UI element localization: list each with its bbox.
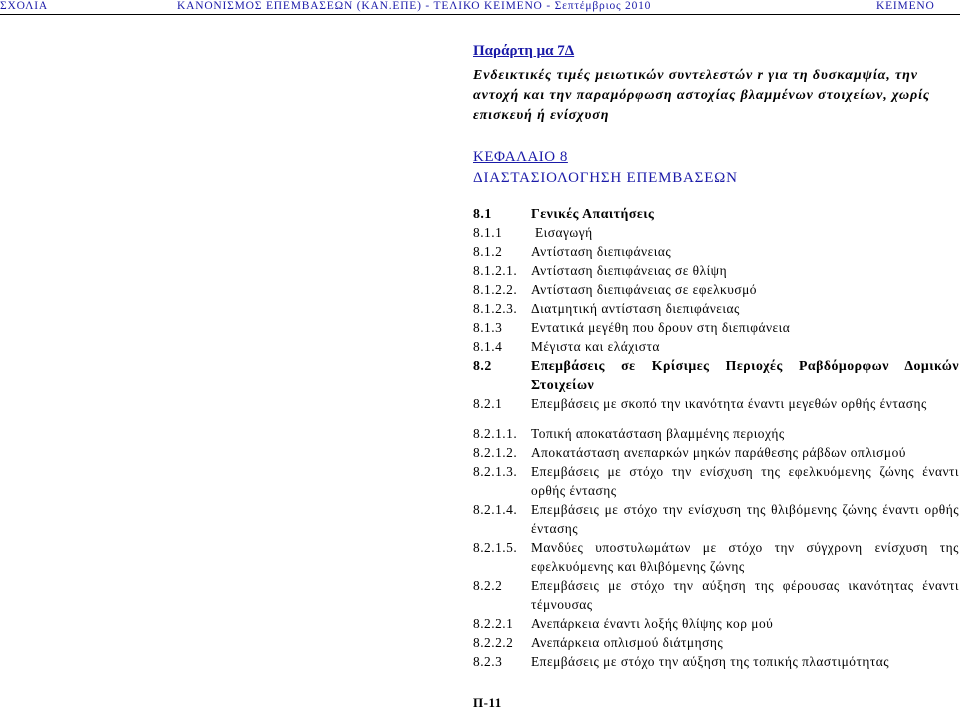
toc-item-8-2-2 [473, 576, 959, 614]
page-number: Π-11 [473, 695, 502, 710]
running-header [0, 0, 960, 12]
toc-item-8-1-2 [473, 242, 959, 261]
toc-label: Επεμβάσεις με στόχο την αύξηση της φέρουσας ικανότητας έναντι τέμνουσας [531, 578, 959, 612]
toc-item-8-2-1-2 [473, 443, 959, 462]
toc-item-8-2-1 [473, 394, 959, 413]
toc-number: 8.2.2.2 [473, 635, 514, 650]
toc-item-8-1-1 [473, 223, 959, 242]
appendix-title: Παράρτη μα 7Δ [473, 43, 575, 59]
toc-number: 8.1.3 [473, 320, 503, 335]
toc-label: Επεμβάσεις με στόχο την ενίσχυση της εφελκυόμενης ζώνης έναντι ορθής έντασης [531, 464, 959, 498]
toc-number: 8.1.2.2. [473, 282, 518, 297]
toc-item-8-2 [473, 356, 959, 394]
toc-number: 8.1.2 [473, 244, 503, 259]
toc-number: 8.2.2 [473, 578, 503, 593]
toc-label: Αντίσταση διεπιφάνειας σε εφελκυσμό [531, 282, 757, 297]
toc-label: Αντίσταση διεπιφάνειας [531, 244, 672, 259]
toc-number: 8.1 [473, 206, 492, 221]
header-left-label: ΣΧΟΛΙΑ [0, 0, 49, 12]
toc-label: Αντίσταση διεπιφάνειας σε θλίψη [531, 263, 728, 278]
toc-item-8-2-2-2 [473, 633, 959, 652]
toc-label: Εισαγωγή [535, 225, 593, 240]
toc-item-8-2-3 [473, 652, 959, 671]
toc-number: 8.2.2.1 [473, 616, 514, 631]
toc-label: Επεμβάσεις με σκοπό την ικανότητα έναντι μεγεθών ορθής έντασης [531, 396, 927, 411]
header-right-label: ΚΕΙΜΕΝΟ [876, 0, 935, 12]
toc-item-8-2-1-5 [473, 538, 959, 576]
toc-item-8-2-2-1 [473, 614, 959, 633]
toc-item-8-2-1-1 [473, 424, 959, 443]
toc-item-8-1-2-2 [473, 280, 959, 299]
toc-label: Αποκατάσταση ανεπαρκών μηκών παράθεσης ράβδων οπλισμού [531, 445, 906, 460]
toc-item-8-1-2-1 [473, 261, 959, 280]
appendix-subtitle: Ενδεικτικές τιμές μειωτικών συντελεστών r για τη δυσκαμψία, την αντοχή και την παραμόρφωση αστοχίας βλαμμένων στοιχείων, χωρίς επισκευή ή ενίσχυση [473, 68, 931, 123]
toc-number: 8.2.3 [473, 654, 503, 669]
toc-number: 8.1.1 [473, 225, 503, 240]
toc-number: 8.2.1.5. [473, 540, 518, 555]
toc-number: 8.1.4 [473, 339, 503, 354]
toc-number: 8.2 [473, 358, 492, 373]
toc-item-8-2-1-4 [473, 500, 959, 538]
table-of-contents [473, 204, 959, 671]
spacer [473, 413, 959, 424]
toc-item-8-1 [473, 204, 959, 223]
chapter-title: ΚΕΦΑΛΑΙΟ 8 [473, 149, 568, 165]
toc-number: 8.1.2.3. [473, 301, 518, 316]
toc-item-8-1-3 [473, 318, 959, 337]
toc-label: Ανεπάρκεια οπλισμού διάτμησης [531, 635, 724, 650]
toc-label: Μανδύες υποστυλωμάτων με στόχο την σύγχρονη ενίσχυση της εφελκυόμενης και θλιβόμενης ζώνης [531, 540, 959, 574]
toc-label: Επεμβάσεις με στόχο την αύξηση της τοπικής πλαστιμότητας [531, 654, 890, 669]
toc-label: Ανεπάρκεια έναντι λοξής θλίψης κορ μού [531, 616, 774, 631]
toc-item-8-2-1-3 [473, 462, 959, 500]
toc-number: 8.1.2.1. [473, 263, 518, 278]
toc-item-8-1-4 [473, 337, 959, 356]
chapter-name: ΔΙΑΣΤΑΣΙΟΛΟΓΗΣΗ ΕΠΕΜΒΑΣΕΩΝ [473, 170, 738, 186]
toc-label: Επεμβάσεις σε Κρίσιμες Περιοχές Ραβδόμορφων Δομικών Στοιχείων [531, 358, 959, 392]
toc-label: Εντατικά μεγέθη που δρουν στη διεπιφάνεια [531, 320, 791, 335]
header-center-label: ΚΑΝΟΝΙΣΜΟΣ ΕΠΕΜΒΑΣΕΩΝ (ΚΑΝ.ΕΠΕ) - ΤΕΛΙΚΟ ΚΕΙΜΕΝΟ - Σεπτέμβριος 2010 [177, 0, 652, 12]
toc-number: 8.2.1.2. [473, 445, 518, 460]
toc-label: Διατμητική αντίσταση διεπιφάνειας [531, 301, 740, 316]
toc-number: 8.2.1.1. [473, 426, 518, 441]
main-column [473, 42, 959, 671]
toc-number: 8.2.1.4. [473, 502, 518, 517]
toc-item-8-1-2-3 [473, 299, 959, 318]
toc-label: Γενικές Απαιτήσεις [531, 206, 655, 221]
header-divider [0, 14, 960, 15]
toc-number: 8.2.1 [473, 396, 503, 411]
toc-label: Τοπική αποκατάσταση βλαμμένης περιοχής [531, 426, 785, 441]
toc-number: 8.2.1.3. [473, 464, 518, 479]
toc-label: Μέγιστα και ελάχιστα [531, 339, 660, 354]
toc-label: Επεμβάσεις με στόχο την ενίσχυση της θλιβόμενης ζώνης έναντι ορθής έντασης [531, 502, 959, 536]
